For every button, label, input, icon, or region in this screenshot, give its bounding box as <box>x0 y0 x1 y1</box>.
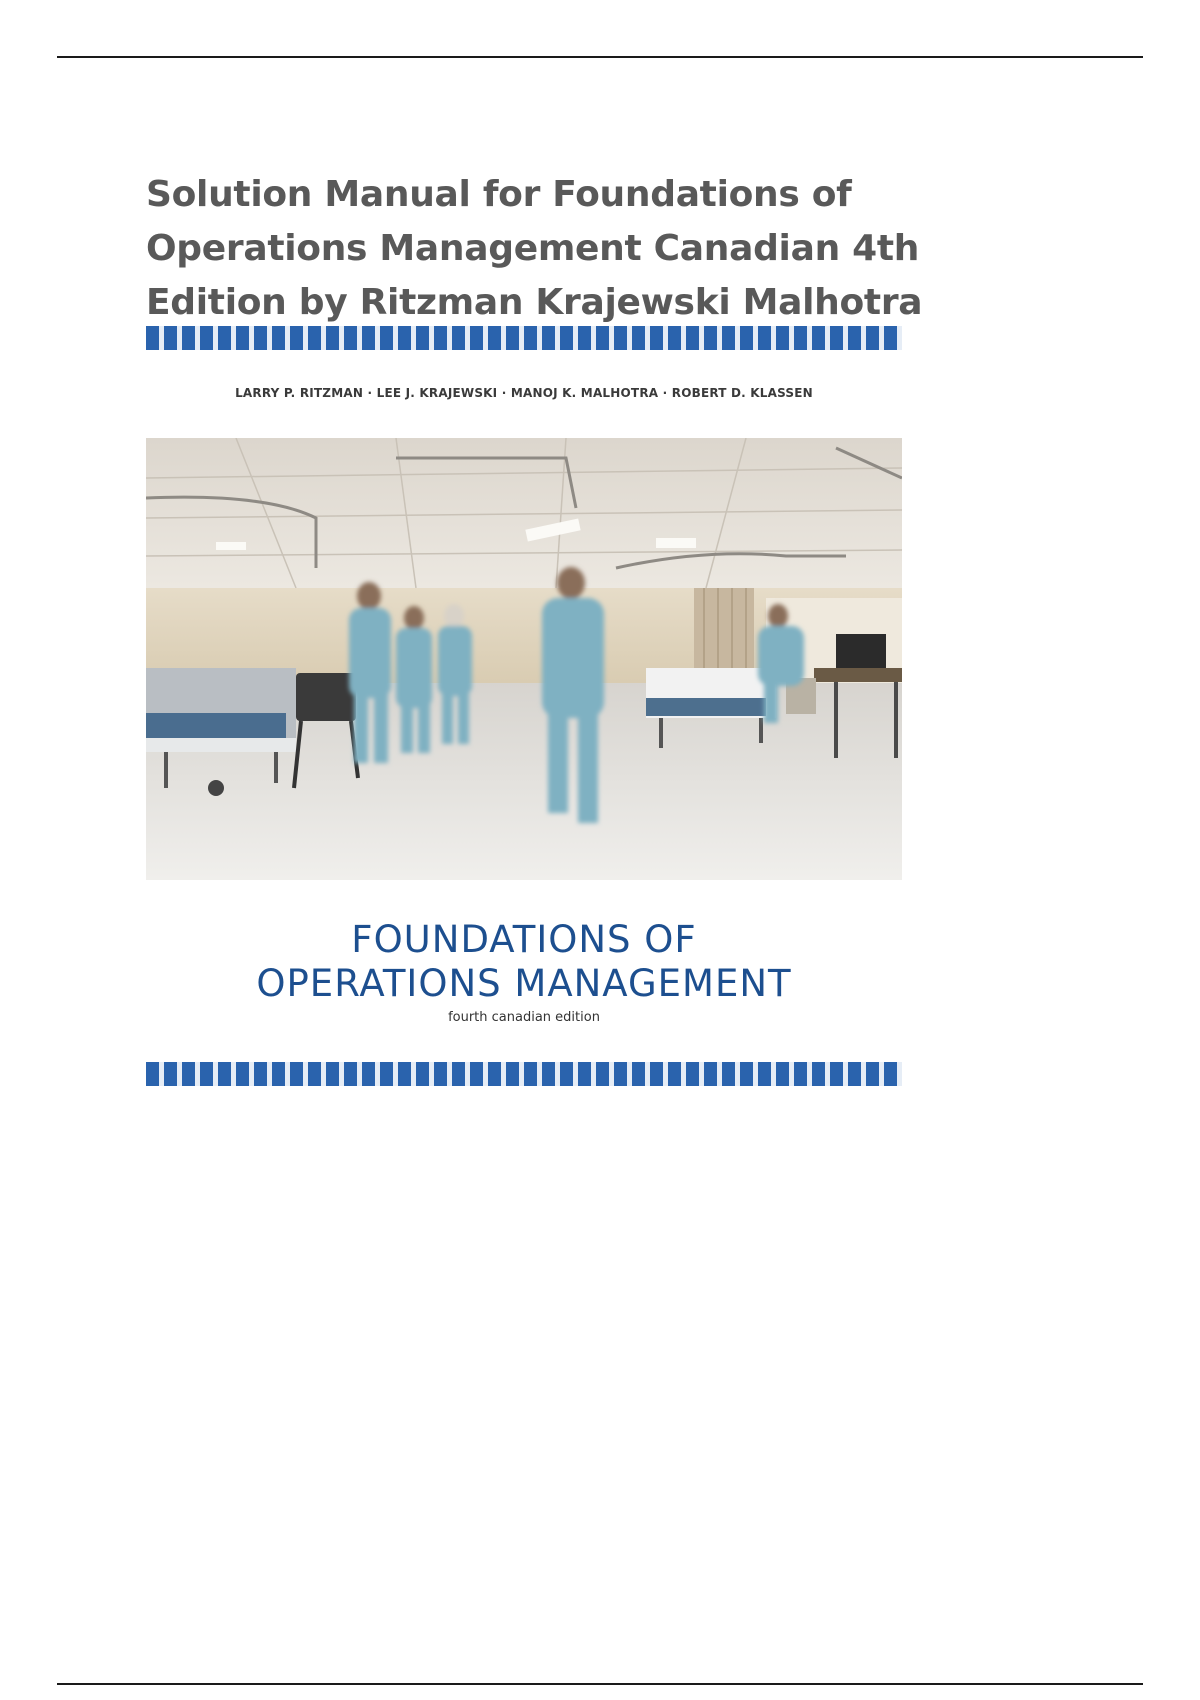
top-rule <box>57 56 1143 58</box>
cover-stripe-bottom <box>146 1062 902 1086</box>
bottom-rule <box>57 1683 1143 1685</box>
cover-stripe-top <box>146 326 902 350</box>
cover-title-line-2: OPERATIONS MANAGEMENT <box>256 962 792 1005</box>
cover-hospital-photo <box>146 438 902 880</box>
book-cover-image <box>146 326 902 1086</box>
document-title: Solution Manual for Foundations of Operations Management Canadian 4th Edition by Ritzman Krajewski Malhotra <box>146 174 923 323</box>
cover-title-line-1: FOUNDATIONS OF <box>351 918 697 961</box>
cover-edition: fourth canadian edition <box>448 1010 600 1025</box>
cover-book-title <box>146 918 902 1006</box>
cover-authors: LARRY P. RITZMAN · LEE J. KRAJEWSKI · MANOJ K. MALHOTRA · ROBERT D. KLASSEN <box>235 386 813 400</box>
